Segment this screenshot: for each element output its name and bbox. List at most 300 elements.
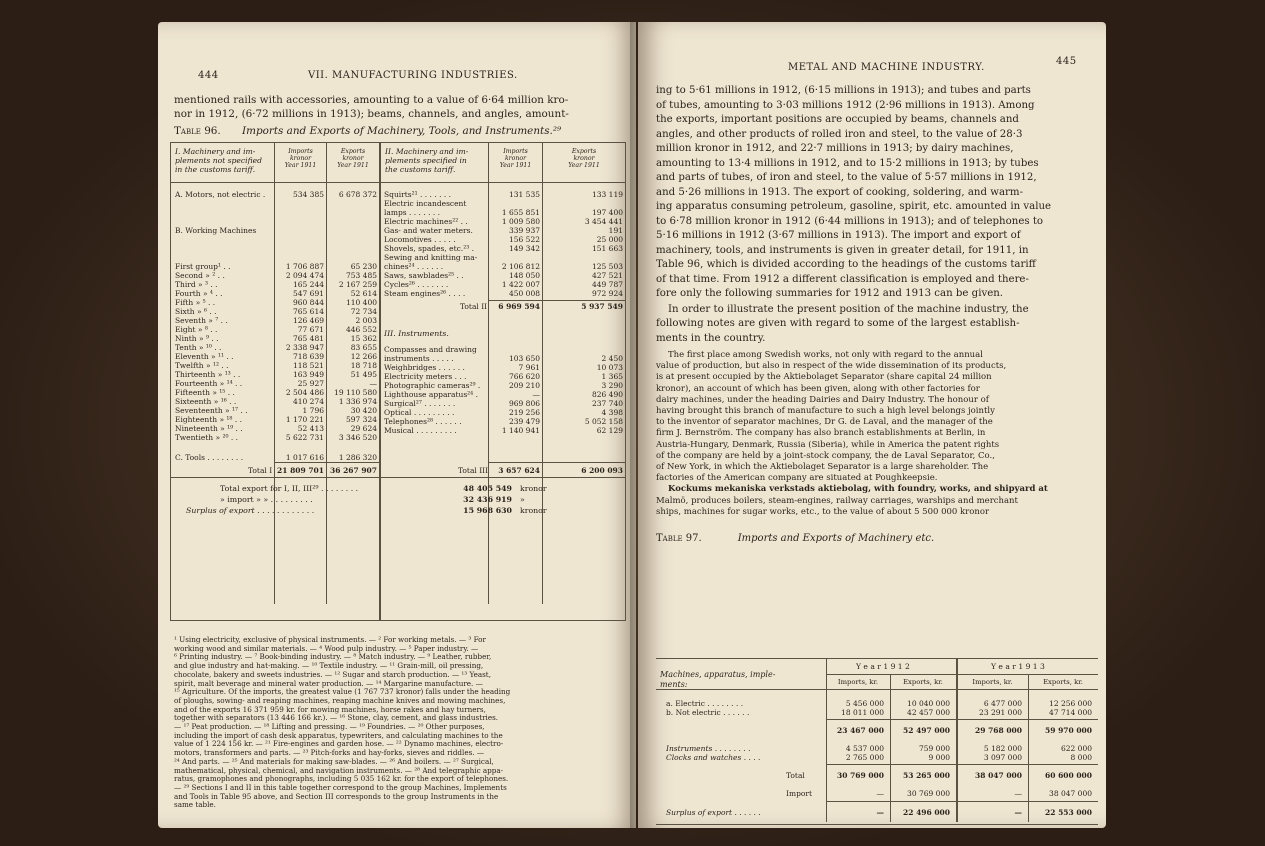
s1-label-20: Nineteenth » ¹⁹ . . [175,424,243,433]
footnote-line-3: and glue industry and hat-making. — ¹⁰ Textile industry. — ¹¹ Grain-mill, oil pressing, [174,661,484,671]
t97-colhead-2: Imports, kr. [972,678,1013,686]
total3-label: Total III [458,466,489,475]
footnote-line-1: working wood and similar materials. — ⁴ Wood pulp industry. — ⁵ Paper industry. — [174,643,479,653]
s1-imp-9: 77 671 [297,325,324,334]
s3-exp-9: 62 129 [596,426,623,435]
s1-imp-6: 960 844 [292,298,324,307]
s1-exp-5: 52 614 [350,289,377,298]
intro-line-2: nor in 1912, (6·72 millions in 1913); beams, channels, and angles, amount- [174,108,569,120]
s1-imp-2: 1 706 887 [285,262,324,271]
para1-line-13: of that time. From 1912 a different classification is employed and there- [656,273,1029,285]
s3-label-2: Weighbridges . . . . . . [384,363,465,372]
table-rule [1028,675,1029,822]
para1-line-12: Table 96, which is divided according to the headings of the customs tariff [656,259,1036,270]
s1-exp-18: 30 420 [350,406,377,415]
summary-label-0: Total export for I, II, III²⁹ . . . . . . . . [220,484,359,493]
s1-imp-3: 2 094 474 [285,271,324,280]
s2-label-11: Steam engines²⁶ . . . . [384,289,466,298]
running-head-right: METAL AND MACHINE INDUSTRY. [788,62,985,73]
s3-imp-9: 1 140 941 [501,426,540,435]
para3-line-1: value of production, but also in respect of the wide dissemination of its products, [656,361,1007,372]
col-head-right-2: the customs tariff. [385,165,456,174]
s1-label-7: Sixth » ⁶ . . [175,307,217,316]
table-title [174,125,561,139]
table-rule [625,142,626,620]
s1-label-14: Thirteenth » ¹³ . . [175,370,241,379]
para4-line-1: Malmö, produces boilers, steam-engines, railway carriages, warships and merchant [656,495,1018,506]
footnote-line-16: ratus, gramophones and phonographs, including 5 035 162 kr. for the export of telephones. [174,774,509,784]
t97-row-label-0: a. Electric . . . . . . . . [666,699,744,708]
s3-exp-5: 826 490 [591,390,623,399]
t97-row-label-3: Instruments . . . . . . . . [666,744,751,753]
table-caption: Imports and Exports of Machinery, Tools, and Instruments.²⁹ [242,125,562,137]
table-rule [826,719,1098,720]
s2-label-4: Gas- and water meters. [384,226,473,235]
table-rule [826,658,827,822]
s1-exp-2: 65 230 [350,262,377,271]
imports-head-r-2: Year 1911 [499,162,532,169]
s1-label-2: First group¹ . . [175,262,231,271]
s1-imp-13: 118 521 [292,361,324,370]
s2-imp-3: 1 009 580 [501,217,540,226]
s2-imp-8: 2 106 812 [501,262,540,271]
s1-label-5: Fourth » ⁴ . . [175,289,223,298]
total2-label: Total II [460,302,488,311]
s2-exp-3: 3 454 441 [584,217,623,226]
t97-cell-7-0: — [876,808,884,817]
intro-line-1: mentioned rails with accessories, amounting to a value of 6·64 million kro- [174,94,569,106]
t97-cell-6-2: — [1014,789,1022,798]
s2-exp-4: 191 [608,226,623,235]
s1-exp-17: 1 336 974 [338,397,377,406]
footnote-line-18: and Tools in Table 95 above, and Section III corresponds to the group Instruments in the [174,791,499,801]
t97-cell-0-0: 5 456 000 [845,699,884,708]
summary-unit-0: kronor [520,484,547,493]
s1-label-12: Eleventh » ¹¹ . . [175,352,234,361]
table-rule [379,142,381,620]
imports-head-2: Year 1911 [284,162,317,169]
s1-label-18: Seventeenth » ¹⁷ . . [175,406,248,415]
s2-imp-9: 148 050 [508,271,540,280]
s1-label-6: Fifth » ⁵ . . [175,298,216,307]
t97-cell-6-0: — [876,789,884,798]
s1-label-15: Fourteenth » ¹⁴ . . [175,379,243,388]
t97-cell-2-3: 59 970 000 [1045,726,1092,735]
s1-label-22: C. Tools . . . . . . . . [175,453,244,462]
para3-line-9: of the company are held by a joint-stock company, the de Laval Separator, Co., [656,450,995,461]
para3-line-6: to the inventor of separator machines, Dr G. de Laval, and the manager of the [656,417,993,428]
total1-imp: 21 809 701 [277,466,324,475]
t97-cell-4-2: 3 097 000 [983,753,1022,762]
s1-imp-11: 2 338 947 [285,343,324,352]
footnote-line-5: spirit, malt beverage and mineral water production. — ¹⁴ Margarine manufacture. — [174,678,483,688]
s2-imp-4: 339 937 [508,226,540,235]
s1-imp-7: 765 614 [292,307,324,316]
s3-title: III. Instruments. [384,329,449,338]
t97-colhead-3: Exports, kr. [1043,678,1083,686]
t97-colhead-1: Exports, kr. [903,678,943,686]
col-head-left-0: I. Machinery and im- [175,147,256,156]
s2-exp-9: 427 521 [591,271,623,280]
table-label: Table 96. [174,125,221,137]
t97-cell-0-1: 10 040 000 [907,699,950,708]
s1-exp-15: — [369,379,377,388]
s2-label-7: Sewing and knitting ma- [384,253,478,262]
footnote-line-12: value of 1 224 156 kr. — ²¹ Fire-engines and garden hose. — ²² Dynamo machines, electro- [174,739,504,749]
t97-cell-7-3: 22 553 000 [1045,808,1092,817]
s1-exp-16: 19 110 580 [334,388,377,397]
para1-line-9: to 6·78 million kronor in 1912 (6·44 millions in 1913); and of telephones to [656,215,1044,227]
s1-imp-16: 2 504 486 [285,388,324,397]
para1-line-0: ing to 5·61 millions in 1912, (6·15 millions in 1913); and tubes and parts [656,85,1031,96]
s2-exp-8: 125 503 [591,262,623,271]
t97-cell-6-1: 30 769 000 [907,789,950,798]
t97-cell-3-3: 622 000 [1060,744,1092,753]
t97-cell-4-0: 2 765 000 [845,753,884,762]
t97-cell-5-1: 53 265 000 [903,771,950,780]
s2-label-10: Cycles²⁶ . . . . . . . [384,280,449,289]
total1-exp: 36 267 907 [330,466,377,475]
s3-exp-1: 2 450 [601,354,623,363]
s1-label-3: Second » ² . . [175,271,225,280]
s1-exp-22: 1 286 320 [338,453,377,462]
summary-value-0: 48 405 549 [463,484,512,493]
s1-exp-0: 6 678 372 [338,190,377,199]
t97-cell-7-2: — [1014,808,1022,817]
s3-exp-4: 3 290 [601,381,623,390]
s3-label-6: Surgical²⁷ . . . . . . . [384,399,456,408]
t97-cell-2-1: 52 497 000 [903,726,950,735]
s2-exp-5: 25 000 [596,235,623,244]
table-rule [170,182,626,183]
footnote-line-7: of ploughs, sowing- and reaping machines, reaping machine knives and mowing machines, [174,695,506,705]
summary-value-2: 15 968 630 [463,506,512,515]
footnote-line-13: motors, transformers and parts. — ²³ Pitch-forks and hay-forks, sieves and riddles. — [174,748,485,758]
table-rule [488,462,626,463]
imports-head-r-0: Imports [503,148,528,155]
footnote-line-4: chocolate, bakery and sweets industries. — ¹² Sugar and starch production. — ¹³ Yeast, [174,669,491,679]
s2-exp-10: 449 787 [591,280,623,289]
imports-head-1: kronor [289,155,312,162]
s1-label-21: Twentieth » ²⁰ . . [175,433,239,442]
table97-title [656,532,934,546]
imports-head-0: Imports [288,148,313,155]
s3-imp-6: 969 806 [508,399,540,408]
table-rule [826,801,1098,802]
s1-imp-18: 1 796 [302,406,324,415]
s3-imp-3: 766 620 [508,372,540,381]
para1-line-10: 5·16 millions in 1912 (3·67 millions in 1913). The import and export of [656,230,1021,241]
s2-label-6: Shovels, spades, etc.²³ . [384,244,474,253]
s2-imp-10: 1 422 007 [501,280,540,289]
table-rule [890,675,891,822]
table-rule [656,689,826,690]
s1-exp-4: 2 167 259 [338,280,377,289]
t97-cell-1-3: 47 714 000 [1049,708,1092,717]
summary-label-1: » import » » . . . . . . . . . [220,495,313,504]
exports-head-0: Exports [340,148,366,155]
para3-line-5: having brought this branch of manufacture to such a high level belongs jointly [656,406,995,416]
s3-exp-6: 237 740 [591,399,623,408]
s1-exp-6: 110 400 [345,298,377,307]
t97-col-head-0: Machines, apparatus, imple- [660,670,776,679]
table-rule [170,142,626,143]
s2-exp-0: 133 119 [591,190,623,199]
footnote-line-0: ¹ Using electricity, exclusive of physical instruments. — ² For working metals. — ³ For [174,635,486,644]
table-97 [656,658,1098,828]
s3-imp-5: — [532,390,540,399]
s2-label-2: lamps . . . . . . . [384,208,441,217]
s2-label-8: chines²⁴ . . . . . . [384,262,444,271]
s1-exp-11: 83 655 [350,343,377,352]
page-number-right: 445 [1056,56,1077,67]
t97-cell-5-3: 60 600 000 [1045,771,1092,780]
para1-line-3: angles, and other products of rolled iron and steel, to the value of 28·3 [656,128,1023,140]
t97-cell-2-2: 29 768 000 [975,726,1022,735]
s3-label-8: Telephones²⁸ . . . . . . [384,417,462,426]
col-head-right-1: plements specified in [385,156,467,165]
exports-head-2: Year 1911 [337,162,369,169]
t97-cell-1-0: 18 011 000 [841,708,884,717]
total2-exp: 5 937 549 [581,302,623,311]
s3-exp-2: 10 073 [596,363,623,372]
s1-imp-15: 25 927 [297,379,324,388]
table-rule [826,764,1098,765]
year-1912: Y e a r 1 9 1 2 [856,662,910,671]
s1-exp-14: 51 495 [350,370,377,379]
para1-line-4: million kronor in 1912, and 22·7 millions in 1913; by dairy machines, [656,143,1014,154]
running-head: VII. MANUFACTURING INDUSTRIES. [308,70,518,81]
s1-imp-19: 1 170 221 [285,415,324,424]
col-head-left-1: plements not specified [175,156,263,165]
s2-label-3: Electric machines²² . . [384,217,468,226]
s3-imp-4: 209 210 [508,381,540,390]
right-page [638,22,1106,828]
s3-imp-7: 219 256 [508,408,540,417]
s1-exp-12: 12 266 [350,352,377,361]
footnote-line-2: ⁶ Printing industry. — ⁷ Book-binding industry. — ⁸ Match industry. — ⁹ Leather, rubber, [174,652,492,662]
t97-cell-3-2: 5 182 000 [983,744,1022,753]
para3-line-3: kronor), an account of which has been given, along with other factories for [656,383,980,394]
t97-row-label-1: b. Not electric . . . . . . [666,708,750,717]
s1-label-1: B. Working Machines [175,226,257,235]
s3-imp-1: 103 650 [508,354,540,363]
para1-line-2: the exports, important positions are occupied by beams, channels and [656,114,1019,125]
total3-exp: 6 200 093 [581,466,623,475]
table-rule [656,658,1098,659]
s3-label-4: Photographic cameras²⁹ . [384,381,481,390]
t97-cell-3-0: 4 537 000 [845,744,884,753]
s2-imp-11: 450 008 [508,289,540,298]
t97-cell-0-3: 12 256 000 [1049,699,1092,708]
s3-label-5: Lighthouse apparatus²⁴ . [384,390,478,399]
s3-exp-3: 1 365 [601,372,623,381]
s3-imp-8: 239 479 [508,417,540,426]
footnote-line-9: together with separators (13 446 166 kr.). — ¹⁶ Stone, clay, cement, and glass industries. [174,713,499,723]
para2-line-0: In order to illustrate the present position of the machine industry, the [668,303,1029,315]
s1-imp-14: 163 949 [292,370,324,379]
t97-cell-7-1: 22 496 000 [903,808,950,817]
table-rule [170,477,626,478]
t97-col-head-1: ments: [660,680,688,689]
page-number: 444 [198,70,219,81]
s3-label-0: Compasses and drawing [384,345,477,354]
t97-cell-1-2: 23 291 000 [979,708,1022,717]
para3-line-7: firm J. Bernström. The company has also branch establishments at Berlin, in [656,428,986,439]
summary-unit-1: » [520,495,525,504]
s1-imp-17: 410 274 [292,397,324,406]
table-rule [488,300,626,301]
s1-imp-20: 52 413 [297,424,324,433]
para3-line-11: factories of the American company are situated at Poughkeepsie. [656,473,938,484]
exports-head-r-2: Year 1911 [568,162,600,169]
s1-label-17: Sixteenth » ¹⁶ . . [175,397,237,406]
total2-imp: 6 969 594 [498,302,540,311]
s2-imp-6: 149 342 [508,244,540,253]
s1-label-13: Twelfth » ¹² . . [175,361,229,370]
para1-line-8: ing apparatus consuming petroleum, gasoline, spirit, etc. amounted in value [656,201,1052,212]
table-rule [656,824,1098,825]
table97-label: Table 97. [656,533,702,544]
s1-imp-10: 765 481 [292,334,324,343]
year-1913: Y e a r 1 9 1 3 [991,662,1045,671]
table-96 [170,142,626,654]
t97-cell-5-2: 38 047 000 [975,771,1022,780]
s1-label-4: Third » ³ . . [175,280,218,289]
footnote-line-10: — ¹⁷ Peat production. — ¹⁸ Lifting and pressing. — ¹⁹ Foundries. — ²⁰ Other purposes, [174,722,485,731]
t97-cell-1-1: 42 457 000 [907,708,950,717]
t97-cell-0-2: 6 477 000 [983,699,1022,708]
left-page [158,22,636,828]
t97-row-label-6: Import [786,789,812,798]
table97-caption: Imports and Exports of Machinery etc. [737,533,935,544]
col-head-left-2: in the customs tariff. [175,165,256,174]
t97-cell-2-0: 23 467 000 [837,726,884,735]
t97-row-label-4: Clocks and watches . . . . [666,753,761,762]
footnote-line-6: ¹⁵ Agriculture. Of the imports, the greatest value (1 767 737 kronor) falls under the heading [174,687,511,697]
s3-label-1: instruments . . . . . [384,354,454,363]
table-rule [170,142,171,620]
s1-imp-8: 126 469 [292,316,324,325]
t97-cell-5-0: 30 769 000 [837,771,884,780]
s2-label-0: Squirts²¹ . . . . . . . [384,190,452,199]
para3-line-0: The first place among Swedish works, not only with regard to the annual [668,350,983,360]
table-rule [274,462,380,463]
s1-label-11: Tenth » ¹⁰ . . [175,343,222,352]
summary-value-1: 32 436 919 [463,495,512,504]
s1-imp-4: 165 244 [292,280,324,289]
s1-imp-0: 534 385 [292,190,324,199]
s1-exp-9: 446 552 [345,325,377,334]
footnote-line-14: ²⁴ And parts. — ²⁵ And materials for making saw-blades. — ²⁶ And boilers. — ²⁷ Surgical, [174,756,494,766]
s1-label-16: Fifteenth » ¹⁵ . . [175,388,235,397]
footnote-line-15: mathematical, physical, chemical, and navigation instruments. — ²⁸ And telegraphic appa- [174,765,504,775]
para1-line-14: fore only the following summaries for 1912 and 1913 can be given. [656,288,1004,299]
s2-imp-0: 131 535 [508,190,540,199]
s2-exp-2: 197 400 [591,208,623,217]
table-rule [826,689,1098,690]
para3-line-8: Austria-Hungary, Denmark, Russia (Siberia), while in America the patent rights [656,439,1000,450]
t97-row-label-5: Total [786,771,805,780]
para1-line-1: of tubes, amounting to 3·03 millions 1912 (2·96 millions in 1913). Among [656,99,1035,111]
s2-imp-2: 1 655 851 [501,208,540,217]
s1-exp-7: 72 734 [350,307,377,316]
footnote-line-17: — ²⁹ Sections I and II in this table together correspond to the group Machines, Implements [174,782,507,792]
s3-label-7: Optical . . . . . . . . . [384,408,455,417]
exports-head-r-1: kronor [573,155,595,162]
t97-colhead-0: Imports, kr. [837,678,879,686]
footnote-line-11: including the import of cash desk apparatus, typewriters, and calculating machines to the [174,730,503,740]
footnote-line-19: same table. [174,800,216,810]
s1-imp-21: 5 622 731 [285,433,324,442]
s1-imp-5: 547 691 [292,289,324,298]
t97-row-label-7: Surplus of export . . . . . . [666,808,761,817]
s1-exp-19: 597 324 [345,415,377,424]
para1-line-6: and parts of tubes, of iron and steel, to the value of 5·57 millions in 1912, [656,172,1037,183]
table-rule [170,620,626,621]
s1-imp-12: 718 639 [292,352,324,361]
t97-cell-4-1: 9 000 [928,753,950,762]
s1-exp-3: 753 485 [345,271,377,280]
para1-line-11: machinery, tools, and instruments is given in greater detail, for 1911, in [656,244,1029,256]
s3-label-3: Electricity meters . . . [384,372,467,381]
s1-label-0: A. Motors, not electric . [175,190,266,199]
total1-label: Total I [248,466,273,475]
s1-label-10: Ninth » ⁹ . . [175,334,219,343]
exports-head-1: kronor [342,155,364,162]
s1-exp-20: 29 624 [350,424,377,433]
t97-cell-4-3: 8 000 [1070,753,1092,762]
s1-label-19: Eighteenth » ¹⁸ . . [175,415,242,424]
s1-exp-21: 3 346 520 [338,433,377,442]
table-rule [956,658,958,822]
para3-line-10: of New York, in which the Aktiebolaget Separator is a large shareholder. The [656,462,989,472]
s1-exp-13: 18 718 [350,361,377,370]
para4-line-2: ships, machines for sugar works, etc., to the value of about 5 500 000 kronor [656,506,990,517]
para2-line-2: ments in the country. [656,332,766,344]
s2-exp-11: 972 924 [591,289,623,298]
imports-head-r-1: kronor [504,155,527,162]
s3-imp-2: 7 961 [518,363,540,372]
s1-exp-8: 2 003 [355,316,377,325]
para1-line-7: and 5·26 millions in 1913. The export of cooking, soldering, and warm- [656,186,1024,198]
para3-line-4: dairy machines, under the heading Dairies and Dairy Industry. The honour of [656,394,989,405]
s2-label-5: Locomotives . . . . . [384,235,456,244]
s1-label-9: Eight » ⁸ . . [175,325,218,334]
para1-line-5: amounting to 13·4 millions in 1912, and to 15·2 millions in 1913; by tubes [656,157,1039,169]
exports-head-r-0: Exports [571,148,597,155]
s1-exp-10: 15 362 [350,334,377,343]
footnote-line-8: and of the exports 16 371 959 kr. for mowing machines, horse rakes and hay turners, [174,704,486,714]
t97-cell-6-3: 38 047 000 [1049,789,1092,798]
s1-label-8: Seventh » ⁷ . . [175,316,228,325]
s2-label-9: Saws, sawblades²⁵ . . [384,271,464,280]
summary-label-2: Surplus of export . . . . . . . . . . . . [186,506,315,515]
total3-imp: 3 657 624 [498,466,540,475]
s2-exp-6: 151 663 [591,244,623,253]
s3-exp-7: 4 398 [601,408,623,417]
table-rule [826,674,1098,675]
col-head-right-0: II. Machinery and im- [385,147,469,156]
s1-imp-22: 1 017 616 [285,453,324,462]
s3-exp-8: 5 052 158 [584,417,623,426]
t97-cell-3-1: 759 000 [918,744,950,753]
para4-line-0: Kockums mekaniska verkstads aktiebolag, with foundry, works, and shipyard at [668,484,1048,495]
summary-unit-2: kronor [520,506,547,515]
s2-imp-5: 156 522 [508,235,540,244]
s3-label-9: Musical . . . . . . . . . [384,426,457,435]
s2-label-1: Electric incandescent [384,199,467,208]
